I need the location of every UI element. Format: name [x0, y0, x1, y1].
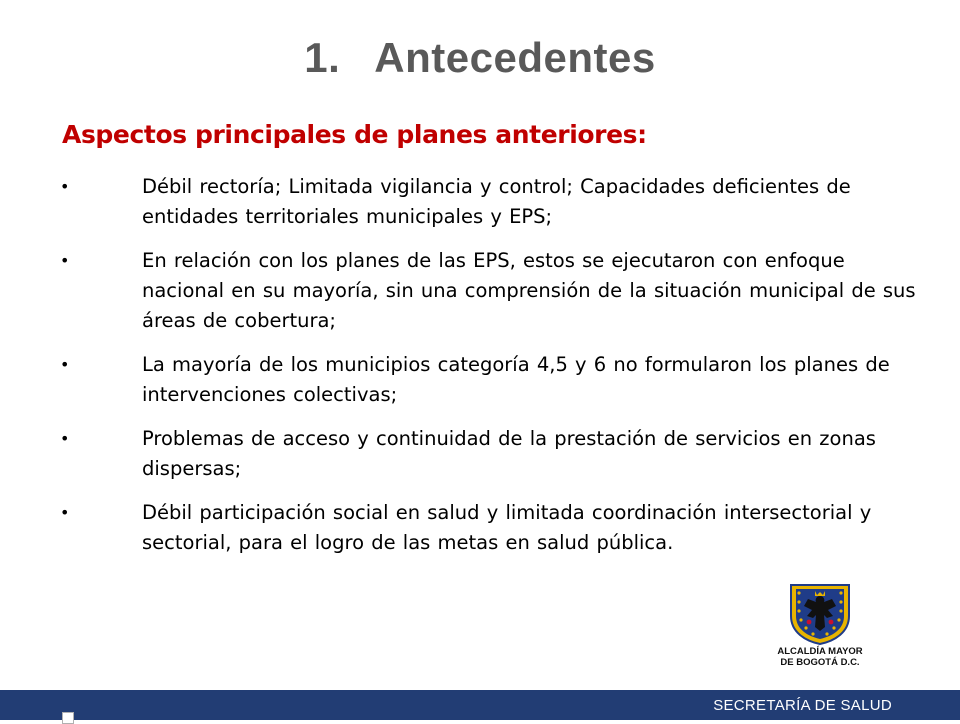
bullet-dot: •: [60, 429, 70, 448]
footer-text: SECRETARÍA DE SALUD: [713, 697, 892, 714]
bullet-text: La mayoría de los municipios categoría 4,5 y 6 no formularon los planes de intervenciones colectivas;: [142, 353, 890, 406]
slide-title: [0, 34, 960, 82]
footer-bar: [0, 690, 960, 720]
title-text: Antecedentes: [374, 34, 656, 81]
alcaldia-logo: [772, 582, 868, 668]
bullet-dot: •: [60, 177, 70, 196]
bullet-list: [60, 172, 920, 572]
bullet-item: [60, 350, 920, 410]
bullet-item: [60, 246, 920, 336]
bullet-item: [60, 424, 920, 484]
logo-line-2: DE BOGOTÁ D.C.: [780, 657, 860, 668]
bullet-text: En relación con los planes de las EPS, estos se ejecutaron con enfoque nacional en su mayoría, sin una comprensión de la situación municipal de sus áreas de cobertura;: [142, 249, 916, 332]
logo-line-1: ALCALDÍA MAYOR: [777, 646, 863, 657]
bogota-coat-of-arms-icon: [785, 582, 855, 646]
bullet-dot: •: [60, 503, 70, 522]
bullet-item: [60, 498, 920, 558]
bullet-dot: •: [60, 251, 70, 270]
placeholder-box-icon: [62, 712, 74, 724]
bullet-text: Débil participación social en salud y limitada coordinación intersectorial y sectorial, para el logro de las metas en salud pública.: [142, 501, 872, 554]
bullet-item: [60, 172, 920, 232]
section-subtitle: Aspectos principales de planes anteriores:: [62, 120, 647, 149]
bullet-text: Problemas de acceso y continuidad de la prestación de servicios en zonas dispersas;: [142, 427, 876, 480]
bullet-dot: •: [60, 355, 70, 374]
bullet-text: Débil rectoría; Limitada vigilancia y control; Capacidades deficientes de entidades territoriales municipales y EPS;: [142, 175, 851, 228]
title-number: 1.: [304, 34, 341, 81]
